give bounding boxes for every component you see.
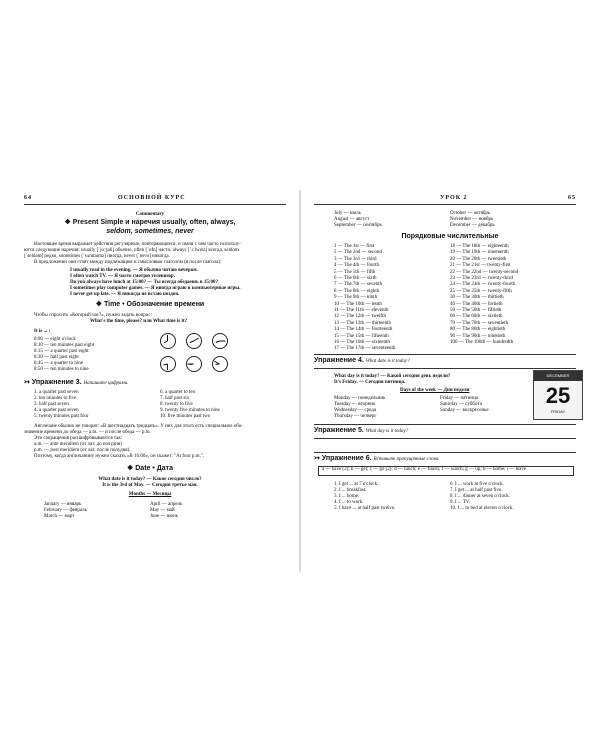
time-item: 8:10 — ten minutes past eight <box>34 343 95 348</box>
month-item: March — март <box>44 514 75 519</box>
ordinal-item: 17 — The 17th — seventeenth <box>334 346 396 352</box>
exercise-item: 8. twenty to five <box>160 402 193 407</box>
date-answer: It is the 3rd of May. — Сегодня третье мая. <box>102 483 198 488</box>
paragraph-line: Чтобы спросить «Который час?», нужно задать вопрос: <box>34 313 153 318</box>
ordinal-item: 70 — The 70th — seventieth <box>450 320 509 326</box>
month-item: April — апрель <box>150 502 183 507</box>
exercise-3-task: Напишите цифрами. <box>83 381 129 386</box>
exercise-5-title <box>314 428 408 435</box>
month-item: July — июль <box>334 211 361 216</box>
day-item: Tuesday — вторник <box>334 402 376 407</box>
month-item: October — октябрь <box>450 211 491 216</box>
example-sentence: Do you always have lunch at 15:00? — Ты всегда обедаешь в 15:00? <box>70 280 218 285</box>
day-item: Sunday — воскресенье <box>440 408 489 413</box>
header-rule <box>24 204 286 205</box>
ordinal-item: 22 — The 22nd — twenty-second <box>450 269 519 275</box>
month-item: November — ноябрь <box>450 217 494 222</box>
exercise-item: 5. twenty minutes past four <box>34 414 89 419</box>
ordinal-item: 40 — The 40th — fortieth <box>450 301 503 307</box>
paragraph-line: значение времени до обеда — a.m. — и после обеда — p.m. <box>24 430 151 435</box>
paragraph-line: Эти сокращения расшифровываются так: <box>34 436 123 441</box>
section-rule <box>314 452 576 453</box>
book-gutter <box>299 190 301 572</box>
day-item: Wednesday — среда <box>334 408 377 413</box>
example-sentence: I often watch TV. — Я часто смотрю телевизор. <box>70 274 175 279</box>
exercise-item: 8. I ... dinner at seven o'clock. <box>450 494 510 499</box>
month-item: September — сентябрь <box>334 223 382 228</box>
ordinal-item: 60 — The 60th — sixtieth <box>450 314 503 320</box>
exercise-item: 3. half past seven <box>34 402 69 407</box>
heading-date: ❖ Date • Дата <box>127 465 173 472</box>
days-title: Days of the week — Дни недели <box>400 388 470 393</box>
paragraph-line: [ˈseldəm] редко, sometimes [ˈsʌmtaɪmz] иногда, never [ˈnevə] никогда. <box>24 254 170 259</box>
month-item: August — август <box>334 217 370 222</box>
clock-icon <box>160 356 176 372</box>
ordinal-item: 100 — The 100th — hundredth <box>450 340 514 345</box>
calendar-illustration <box>533 370 583 420</box>
paragraph-line: В предложении они стоят между подлежащим и смысловым глаголом (в после глагола): <box>34 260 222 265</box>
exercise-item: 2. I ... breakfast. <box>334 488 367 493</box>
exercise-4-label: Упражнение 4. <box>314 357 364 364</box>
day-item: Monday — понедельник <box>334 396 386 401</box>
ordinal-item: 12 — The 12th — twelfth <box>334 314 386 320</box>
calendar-day-number: 25 <box>545 383 571 408</box>
exercise-3-title: ↣ Упражнение 3. Напишите цифрами. <box>24 379 129 386</box>
ordinal-item: 19 — The 19th — nineteenth <box>450 250 509 256</box>
left-page <box>0 190 300 572</box>
section-rule <box>314 354 576 355</box>
exercise-6-task: Вставьте пропущенные слова. <box>373 457 440 462</box>
time-question: What's the time, please? или What time is it? <box>90 319 188 324</box>
ordinal-item: 1 — The 1st — first <box>334 244 375 249</box>
ordinal-item: 30 — The 30th — thirtieth <box>450 295 504 301</box>
page-number-right: 65 <box>568 195 576 201</box>
running-head-left: ОСНОВНОЙ КУРС <box>118 195 186 201</box>
ordinal-item: 90 — The 90th — ninetieth <box>450 333 506 339</box>
ordinal-item: 20 — The 20th — twentieth <box>450 256 507 262</box>
exercise-5-label: Упражнение 5. <box>314 427 364 434</box>
word-bank: a — have (2); b — get; c — go (2); d — lunch; e — finish; f — watch; g — up; h — home; i — leave <box>322 467 527 472</box>
section-rule <box>314 368 576 369</box>
time-item: 8:15 — a quarter past eight <box>34 349 89 354</box>
running-head-right: УРОК 2 <box>440 195 468 201</box>
month-item: January — январь <box>44 502 82 507</box>
section-rule <box>314 424 576 425</box>
example-sentence: I usually read in the evening. — Я обычно читаю вечером. <box>70 268 198 273</box>
heading-present-simple: ❖ Present Simple и наречия usually, often, always, <box>64 219 236 226</box>
clock-icon <box>186 333 202 349</box>
exercise-item: 9. I ... TV. <box>450 500 471 505</box>
ordinal-item: 11 — The 11th — eleventh <box>334 308 389 313</box>
day-answer: It's Friday. — Сегодня пятница. <box>334 380 406 385</box>
time-item: 8:45 — a quarter to nine <box>34 361 84 366</box>
example-sentence: I never get up late. — Я никогда не встаю поздно. <box>70 292 180 297</box>
heading-present-simple-2: seldom, sometimes, never <box>106 228 194 235</box>
commentary-title: Commentary <box>135 212 165 217</box>
ordinal-item: 80 — The 80th — eightieth <box>450 327 506 333</box>
exercise-item: 3. I ... home. <box>334 494 360 499</box>
exercise-item: 7. I get ... at half past five. <box>450 488 503 493</box>
month-item: May — май <box>150 508 175 513</box>
ordinal-item: 5 — The 5th — fifth <box>334 269 376 275</box>
ordinal-item: 8 — The 8th — eighth <box>334 288 380 294</box>
exercise-item: 2. ten minutes to five <box>34 396 77 401</box>
ordinal-item: 18 — The 18th — eighteenth <box>450 244 509 249</box>
exercise-item: 6. a quarter to ten <box>160 390 196 395</box>
time-item: 8:00 — eight o'clock <box>34 337 76 342</box>
month-item: June — июнь <box>150 514 179 519</box>
day-item: Thursday — четверг <box>334 414 377 419</box>
page-number-left: 64 <box>24 195 32 201</box>
day-question: What day is it today? — Какой сегодня день недели? <box>334 374 451 379</box>
ordinal-item: 2 — The 2nd — second <box>334 250 382 256</box>
exercise-item: 4. a quarter past seven <box>34 408 79 413</box>
ordinal-item: 14 — The 14th — fourteenth <box>334 327 393 333</box>
ordinal-item: 4 — The 4th — fourth <box>334 263 380 269</box>
ordinal-item: 23 — The 23rd — twenty-third <box>450 276 513 281</box>
exercise-item: 9. twenty five minutes to nine <box>160 408 220 413</box>
paragraph-line: Поэтому, когда англичанину нужно сказать «В 16:00», он скажет: "At four p.m.". <box>34 454 205 459</box>
exercise-6-label: Упражнение 6. <box>321 455 372 462</box>
exercise-4-task: What date is it today? <box>365 359 410 364</box>
day-item: Saturday — суббота <box>440 402 482 407</box>
month-item: December — декабрь <box>450 223 495 228</box>
paragraph-line: p.m. — post meridiem (от лат. после полудня). <box>34 448 131 453</box>
clock-icon <box>186 356 202 372</box>
ordinals-title: Порядковые числительные <box>401 233 499 240</box>
exercise-item: 7. half past six <box>160 396 190 401</box>
exercise-item: 4. I ... to work. <box>334 500 364 505</box>
ordinal-item: 9 — The 9th — ninth <box>334 295 378 301</box>
clock-icon <box>212 333 228 349</box>
exercise-item: 10. five minutes past two <box>160 414 211 419</box>
ordinal-item: 15 — The 15th — fifteenth <box>334 333 389 339</box>
ordinal-item: 7 — The 7th — seventh <box>334 282 383 288</box>
time-item: 8:30 — half past eight <box>34 355 79 360</box>
date-question: What date is it today? — Какое сегодня число? <box>98 477 202 482</box>
calendar-month: DECEMBER <box>534 371 582 381</box>
exercise-3-label: Упражнение 3. <box>31 379 82 386</box>
paragraph-line: a.m. — ante meridiem (от лат. до полудня) <box>34 442 122 447</box>
heading-time: ❖ Time • Обозначение времени <box>95 301 205 308</box>
clock-icon <box>212 356 228 372</box>
header-rule <box>314 204 576 205</box>
calendar-weekday: FRIDAY <box>550 409 566 414</box>
example-sentence: I sometimes play computer games. — Я иногда играю в компьютерные игры. <box>70 286 241 291</box>
ordinal-item: 24 — The 24th — twenty-fourth <box>450 282 516 288</box>
exercise-4-title <box>314 358 410 365</box>
ordinal-item: 13 — The 13th — thirteenth <box>334 320 391 326</box>
paragraph-line: Англичане обычно не говорят: «В шестнадцать тридцать». У них для этого есть специальное обо- <box>34 424 243 429</box>
month-item: February — февраль <box>44 508 87 513</box>
ordinal-item: 6 — The 6th — sixth <box>334 276 377 281</box>
ordinal-item: 3 — The 3rd — third <box>334 256 377 262</box>
ordinal-item: 50 — The 50th — fiftieth <box>450 308 502 313</box>
section-rule <box>314 438 576 439</box>
paragraph-line: Настоящее время выражает действия регулярные, повторяющиеся, и связи с чем часто использу- <box>34 242 241 247</box>
time-item: 8:50 — ten minutes to nine <box>34 367 89 372</box>
ordinal-item: 21 — The 21st — twenty-first <box>450 263 511 269</box>
right-page <box>300 190 600 572</box>
ordinal-item: 10 — The 10th — tenth <box>334 301 382 307</box>
months-title: Months — Месяцы <box>128 492 172 497</box>
exercise-5-task: What day is it today? <box>365 429 409 434</box>
it-is-label: It is ... : <box>34 329 51 334</box>
exercise-6-title: ↣ Упражнение 6. Вставьте пропущенные слова. <box>314 455 440 462</box>
ordinal-item: 16 — The 16th — sixteenth <box>334 340 390 345</box>
exercise-item: 6. I ... work at five o'clock. <box>450 482 504 487</box>
exercise-item: 5. I have ... at half past twelve. <box>334 506 396 511</box>
exercise-item: 1. I get ... at 7 o'clock. <box>334 482 379 487</box>
ordinal-item: 25 — The 25th — twenty-fifth <box>450 288 512 294</box>
paragraph-line: ются следующие наречия: usually [ˈjuːʒəli] обычно, often [ˈɒfn] часто, always [ˈɔːlweɪz] всегда, seldom <box>24 248 239 253</box>
day-item: Friday — пятница <box>440 396 478 401</box>
exercise-item: 1. a quarter past seven <box>34 390 79 395</box>
exercise-item: 10. I ... to bed at eleven o'clock. <box>450 506 514 511</box>
clock-icon <box>160 333 176 349</box>
